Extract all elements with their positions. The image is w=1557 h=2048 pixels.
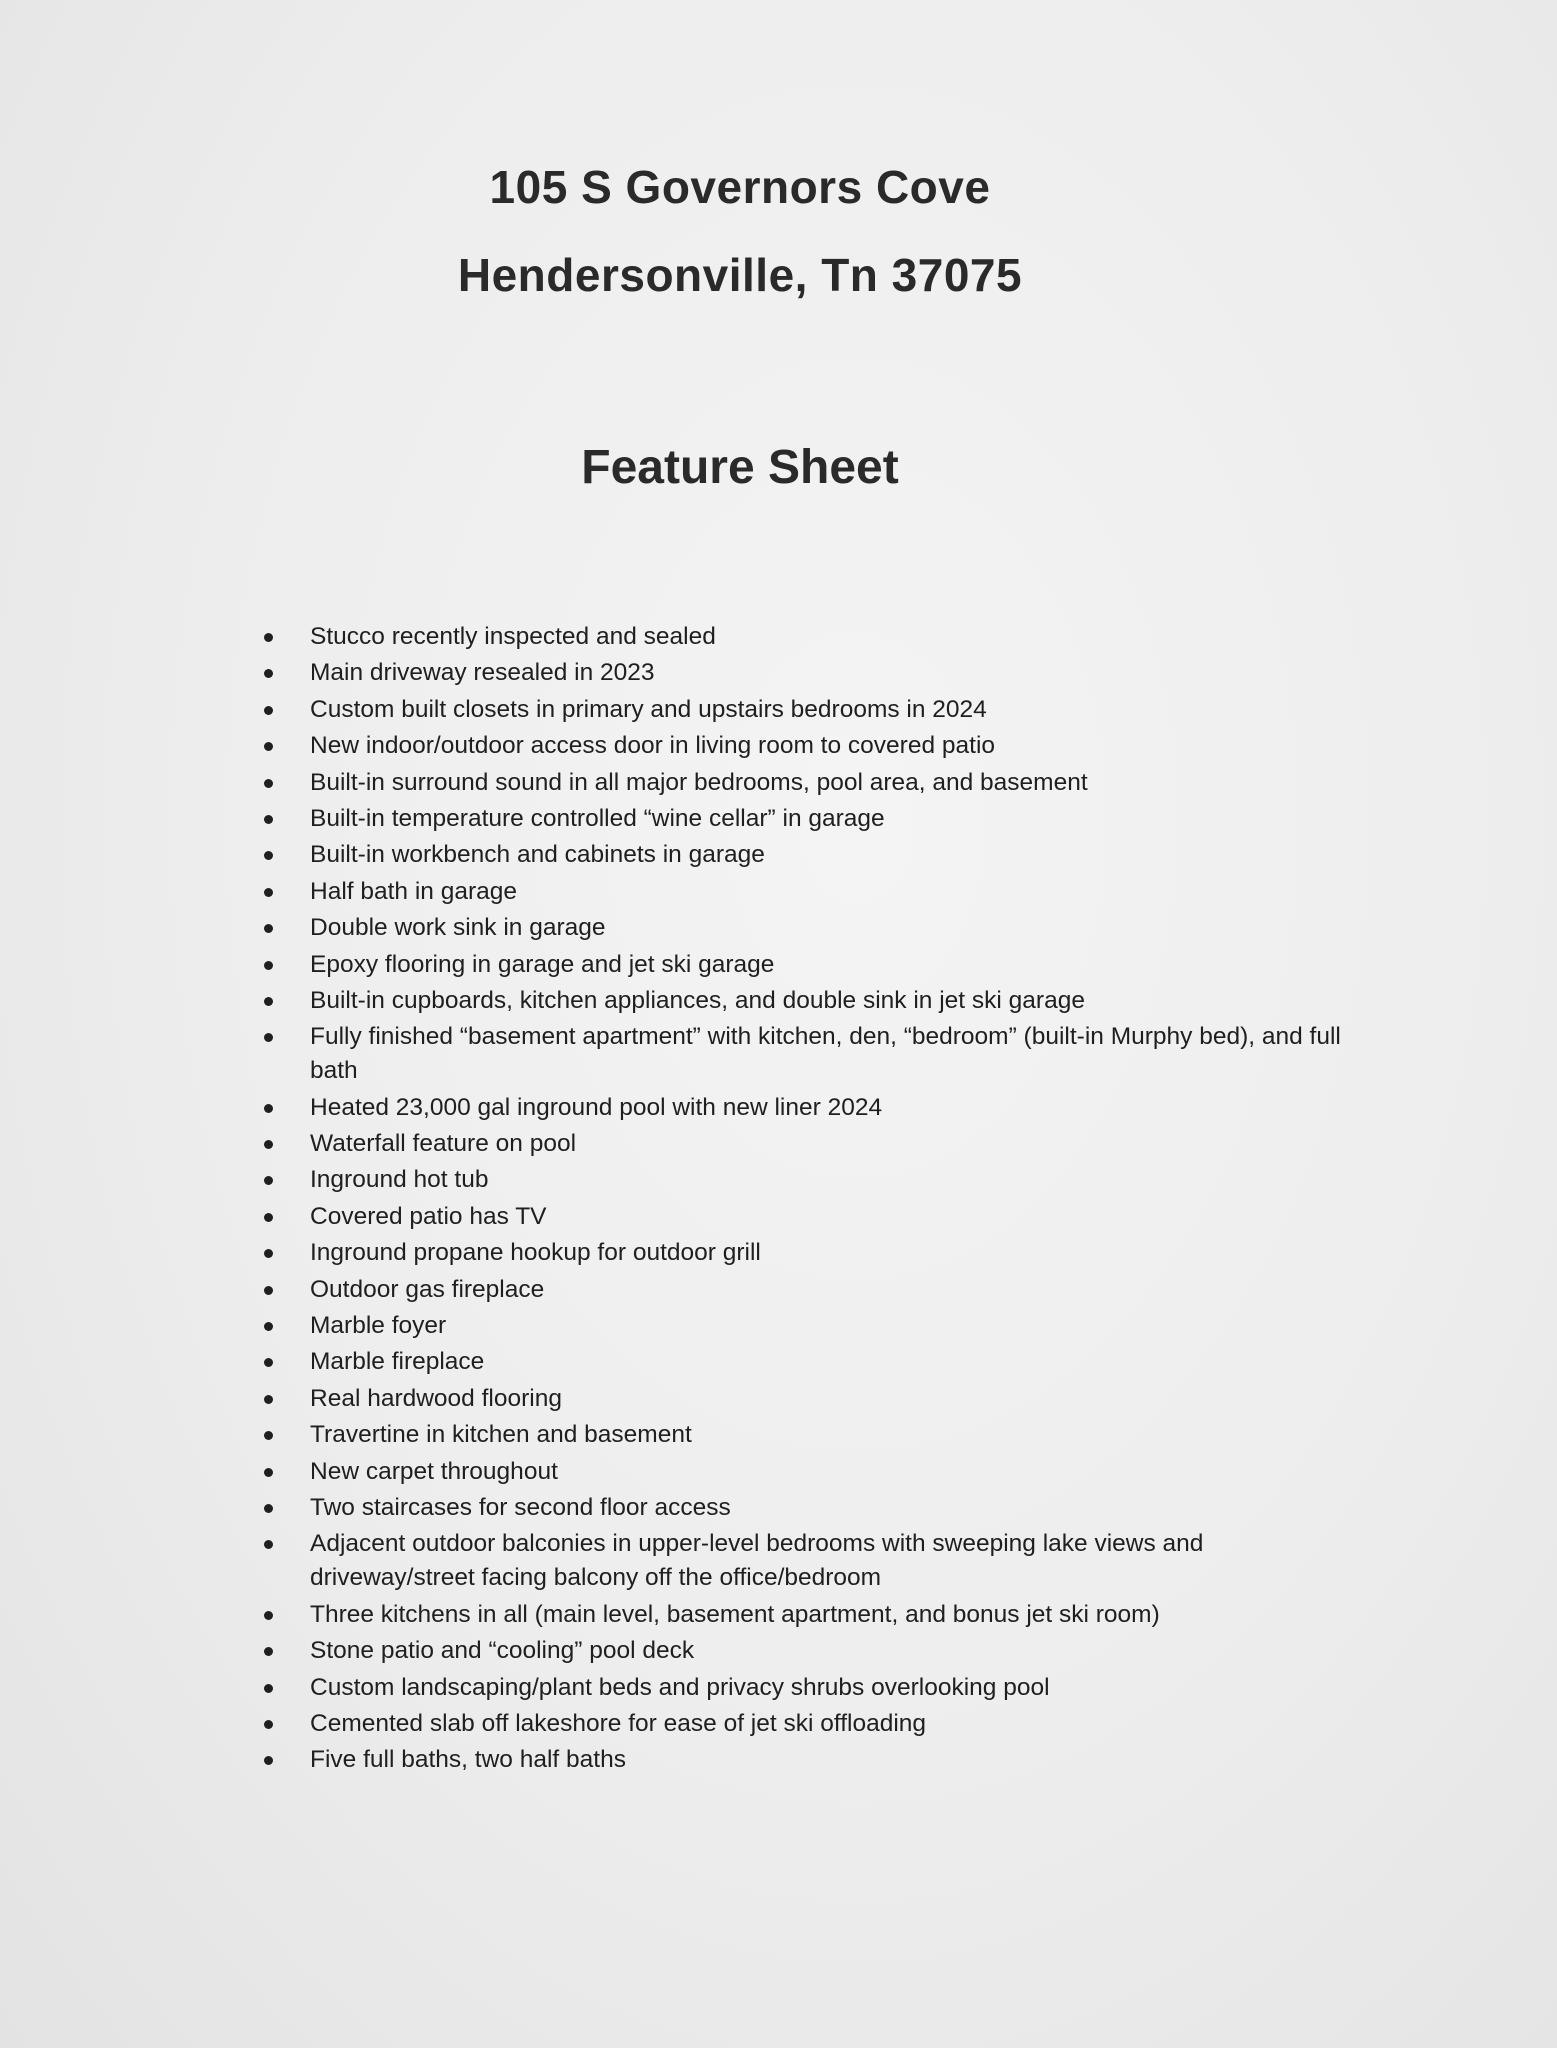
feature-text: Real hardwood flooring: [310, 1384, 562, 1412]
bullet-icon: [264, 669, 273, 678]
feature-item: [255, 766, 1345, 800]
page-title: Feature Sheet: [581, 441, 899, 494]
feature-text: Double work sink in garage: [310, 914, 606, 942]
bullet-icon: [264, 1720, 273, 1729]
feature-item: [255, 1309, 1345, 1343]
feature-text: Epoxy flooring in garage and jet ski garage: [310, 950, 775, 978]
feature-item: [255, 1382, 1345, 1416]
bullet-icon: [264, 815, 273, 824]
bullet-icon: [264, 706, 273, 715]
feature-text: Five full baths, two half baths: [310, 1746, 626, 1774]
bullet-icon: [264, 1249, 273, 1258]
bullet-icon: [264, 1756, 273, 1765]
feature-text: Built-in cupboards, kitchen appliances, and double sink in jet ski garage: [310, 986, 1085, 1014]
address-city: Hendersonville, Tn 37075: [457, 249, 1023, 301]
feature-item: [255, 1418, 1345, 1452]
bullet-icon: [264, 851, 273, 860]
bullet-icon: [264, 1286, 273, 1295]
feature-item: [255, 620, 1345, 654]
feature-item: [255, 1200, 1345, 1234]
feature-item: [255, 1127, 1345, 1161]
bullet-icon: [264, 997, 273, 1006]
feature-item: [255, 1455, 1345, 1489]
feature-item: [255, 802, 1345, 836]
feature-text: Main driveway resealed in 2023: [310, 659, 655, 687]
bullet-icon: [264, 1504, 273, 1513]
feature-item: [255, 656, 1345, 690]
feature-item: [255, 1020, 1345, 1088]
feature-text: Waterfall feature on pool: [310, 1130, 577, 1158]
bullet-icon: [264, 1431, 273, 1440]
bullet-icon: [264, 633, 273, 642]
feature-item: [255, 1091, 1345, 1125]
bullet-icon: [264, 779, 273, 788]
feature-item: [255, 1491, 1345, 1525]
feature-text: Inground propane hookup for outdoor grill: [310, 1239, 761, 1267]
feature-text: Stucco recently inspected and sealed: [310, 623, 716, 650]
feature-text: Travertine in kitchen and basement: [310, 1421, 692, 1449]
bullet-icon: [264, 742, 273, 751]
address-header: [0, 160, 1480, 302]
feature-item: [255, 1236, 1345, 1270]
feature-item: [255, 984, 1345, 1018]
feature-text: Adjacent outdoor balconies in upper-level bedrooms with sweeping lake views and driveway/street facing balcony off the office/bedroom: [310, 1530, 1204, 1592]
bullet-icon: [264, 1647, 273, 1656]
feature-text: Two staircases for second floor access: [310, 1493, 731, 1521]
feature-text: Marble foyer: [310, 1312, 447, 1340]
bullet-icon: [264, 888, 273, 897]
feature-text: Built-in surround sound in all major bedrooms, pool area, and basement: [310, 768, 1088, 796]
feature-item: [255, 1634, 1345, 1668]
feature-item: [255, 1163, 1345, 1197]
feature-item: [255, 1598, 1345, 1632]
feature-text: Outdoor gas fireplace: [310, 1275, 545, 1303]
feature-text: Custom landscaping/plant beds and privacy shrubs overlooking pool: [310, 1673, 1050, 1701]
feature-item: [255, 693, 1345, 727]
feature-text: Built-in workbench and cabinets in garage: [310, 841, 765, 869]
feature-item: [255, 1345, 1345, 1379]
feature-item: [255, 1707, 1345, 1741]
feature-list: [255, 620, 1345, 1780]
feature-item: [255, 1671, 1345, 1705]
feature-text: Half bath in garage: [310, 877, 518, 905]
feature-text: Custom built closets in primary and upstairs bedrooms in 2024: [310, 695, 987, 723]
feature-text: New carpet throughout: [310, 1457, 558, 1485]
bullet-icon: [264, 961, 273, 970]
feature-item: [255, 1273, 1345, 1307]
feature-text: Marble fireplace: [310, 1348, 485, 1376]
bullet-icon: [264, 924, 273, 933]
bullet-icon: [264, 1540, 273, 1549]
bullet-icon: [264, 1322, 273, 1331]
address-street: 105 S Governors Cove: [489, 161, 991, 213]
feature-item: [255, 1743, 1345, 1777]
feature-item: [255, 875, 1345, 909]
feature-item: [255, 729, 1345, 763]
bullet-icon: [264, 1033, 273, 1042]
feature-text: New indoor/outdoor access door in living room to covered patio: [310, 732, 996, 760]
bullet-icon: [264, 1395, 273, 1404]
feature-item: [255, 1527, 1345, 1595]
feature-item: [255, 838, 1345, 872]
bullet-icon: [264, 1176, 273, 1185]
feature-item: [255, 911, 1345, 945]
feature-text: Heated 23,000 gal inground pool with new liner 2024: [310, 1093, 883, 1121]
feature-text: Inground hot tub: [310, 1166, 489, 1194]
feature-item: [255, 948, 1345, 982]
bullet-icon: [264, 1140, 273, 1149]
bullet-icon: [264, 1104, 273, 1113]
feature-text: Built-in temperature controlled “wine cellar” in garage: [310, 804, 885, 832]
bullet-icon: [264, 1611, 273, 1620]
bullet-icon: [264, 1213, 273, 1222]
feature-text: Cemented slab off lakeshore for ease of jet ski offloading: [310, 1709, 927, 1737]
feature-text: Covered patio has TV: [310, 1202, 547, 1230]
feature-text: Fully finished “basement apartment” with kitchen, den, “bedroom” (built-in Murphy bed), and full bath: [310, 1023, 1341, 1085]
bullet-icon: [264, 1684, 273, 1693]
feature-text: Three kitchens in all (main level, basement apartment, and bonus jet ski room): [310, 1600, 1160, 1628]
bullet-icon: [264, 1358, 273, 1367]
bullet-icon: [264, 1468, 273, 1477]
feature-text: Stone patio and “cooling” pool deck: [310, 1637, 695, 1665]
